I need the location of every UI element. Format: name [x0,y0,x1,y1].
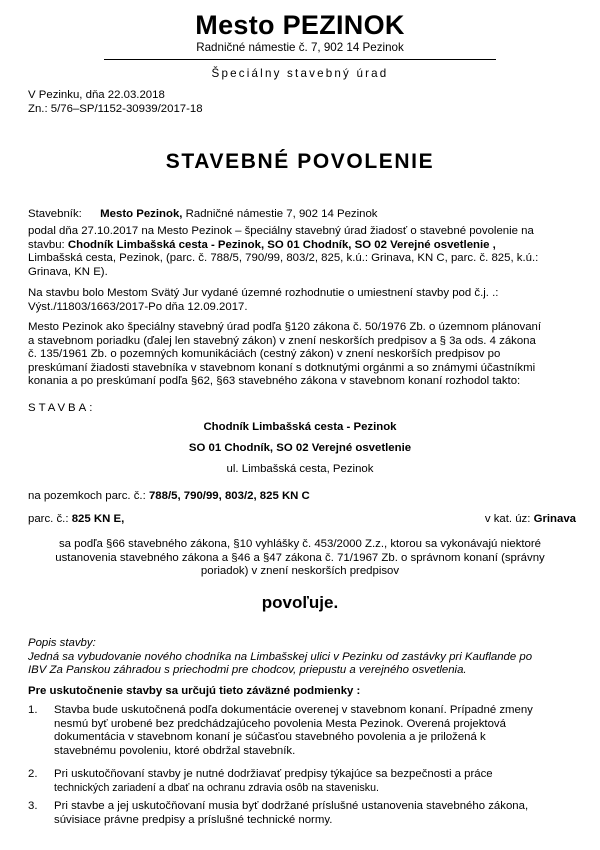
description-label: Popis stavby: [28,637,96,649]
zoning-line-2: Výst./11803/1663/2017-Po dňa 12.09.2017. [28,300,248,313]
condition-line: Pri stavbe a jej uskutočňovaní musia byť dodržané príslušné ustanovenia stavebného zákona, [54,800,529,812]
description-line: IBV Za Panskou záhradou s priechodmi pre chodcov, priepustu a verejného osvetlenia. [28,664,467,676]
builder-name: Mesto Pezinok, [100,208,183,220]
cadastral-row [485,513,576,527]
parc-value: 825 KN E, [71,513,125,525]
condition-line: súvisiace právne predpisy a príslušné technické normy. [54,813,333,826]
condition-item-2 [28,768,576,798]
zoning-line-1: Na stavbu bolo Mestom Svätý Jur vydané územné rozhodnutie o umiestnení stavby pod č.j. .: [28,287,499,299]
condition-item-3 [28,800,576,830]
builder-label: Stavebník: [28,208,82,220]
construction-name-bold: Chodník Limbašská cesta - Pezinok, SO 01 Chodník, SO 02 Verejné osvetlenie , [67,238,496,251]
law-line: ustanovenia stavebného zákona a §46 a §47 zákona č. 71/1967 Zb. o správnom konaní (správny [55,551,545,564]
stavba-name: Chodník Limbašská cesta - Pezinok [203,421,397,433]
application-line-3: Limbašská cesta, Pezinok, (parc. č. 788/5, 790/99, 803/2, 825, k.ú.: Grinava, KN C, parc. č. 825, k.ú.: [28,252,539,264]
permits-word: povoľuje. [261,593,339,612]
builder-row [28,208,378,222]
stavba-street: ul. Limbašská cesta, Pezinok [226,463,374,475]
description-line: Jedná sa vybudovanie nového chodníka na Limbašskej ulici v Pezinku od zastávky pri Kauflande po [28,650,533,663]
parcels-value: 788/5, 790/99, 803/2, 825 KN C [148,490,310,502]
decision-paragraph [28,321,576,389]
decision-line: č. 135/1961 Zb. o pozemných komunikáciách (cestný zákon) v znení neskorších predpisov po [28,348,501,360]
law-paragraph [40,538,560,579]
cadastral-label: v kat. úz: [484,513,534,525]
condition-number: 1. [28,704,38,716]
condition-line: Stavba bude uskutočnená podľa dokumentácie overenej v stavebnom konaní. Prípadné zmeny [54,704,533,716]
condition-item-1 [28,704,576,764]
application-line-1: podal dňa 27.10.2017 na Mesto Pezinok – špeciálny stavebný úrad žiadosť o stavebné povolenie na [28,225,534,237]
parc-row [28,513,124,527]
city-title: Mesto PEZINOK [195,10,405,40]
parcels-row [28,490,310,504]
cadastral-value: Grinava [533,513,576,525]
zoning-paragraph [28,287,576,314]
decision-line: preskúmaní žiadosti stavebníka v stavebnom konaní s dotknutými orgánmi a so známymi účastníkmi [28,361,536,374]
law-line: poriadok) v znení neskorších predpisov [200,565,400,577]
description-block [28,637,580,678]
stavba-label: STAVBA: [28,402,96,414]
condition-line: technických zariadení a dbať na ochranu zdravia osôb na stavenisku. [54,781,379,794]
header-divider [104,59,496,60]
city-address: Radničné námestie č. 7, 902 14 Pezinok [196,41,404,54]
application-line-4: Grinava, KN E). [28,265,108,278]
reference-number: Zn.: 5/76–SP/1152-30939/2017-18 [28,103,203,115]
decision-line: a stavebnom poriadku (ďalej len stavebný zákon) v znení neskorších predpisov a § 3a ods. 4 zákona [28,334,536,347]
builder-address: Radničné námestie 7, 902 14 Pezinok [182,208,378,220]
condition-line: stavebnému povoleniu, ktoré obdržal stavebník. [54,744,296,757]
office-name: Špeciálny stavebný úrad [211,67,389,80]
condition-number: 3. [28,800,38,812]
condition-number: 2. [28,768,38,780]
application-paragraph [28,225,576,279]
stavba-objects: SO 01 Chodník, SO 02 Verejné osvetlenie [188,442,412,454]
decision-line: Mesto Pezinok ako špeciálny stavebný úrad podľa §120 zákona č. 50/1976 Zb. o územnom plánovaní [28,321,542,333]
condition-line: nesmú byť urobené bez predchádzajúceho povolenia Mesta Pezinok. Overená projektová [54,717,506,730]
parcels-label: na pozemkoch parc. č.: [28,490,149,502]
law-line: sa podľa §66 stavebného zákona, §10 vyhlášky č. 453/2000 Z.z., ktorou sa vykonávajú niektoré [58,538,542,550]
condition-line: dokumentácia v stavebnom konaní je súčasťou stavebného povolenia a je priložená k [54,731,486,743]
document-title: STAVEBNÉ POVOLENIE [165,150,435,173]
place-date: V Pezinku, dňa 22.03.2018 [28,89,165,101]
application-line-2: stavbu: Chodník Limbašská cesta - Pezinok, SO 01 Chodník, SO 02 Verejné osvetlenie , [28,238,496,251]
decision-line: konania a po preskúmaní podľa §62, §63 stavebného zákona v stavebnom konaní rozhodol takto: [28,375,521,387]
parc-label: parc. č.: [28,513,72,525]
condition-line: Pri uskutočňovaní stavby je nutné dodržiavať predpisy týkajúce sa bezpečnosti a práce [54,768,493,780]
conditions-heading: Pre uskutočnenie stavby sa určujú tieto záväzné podmienky : [28,685,361,697]
